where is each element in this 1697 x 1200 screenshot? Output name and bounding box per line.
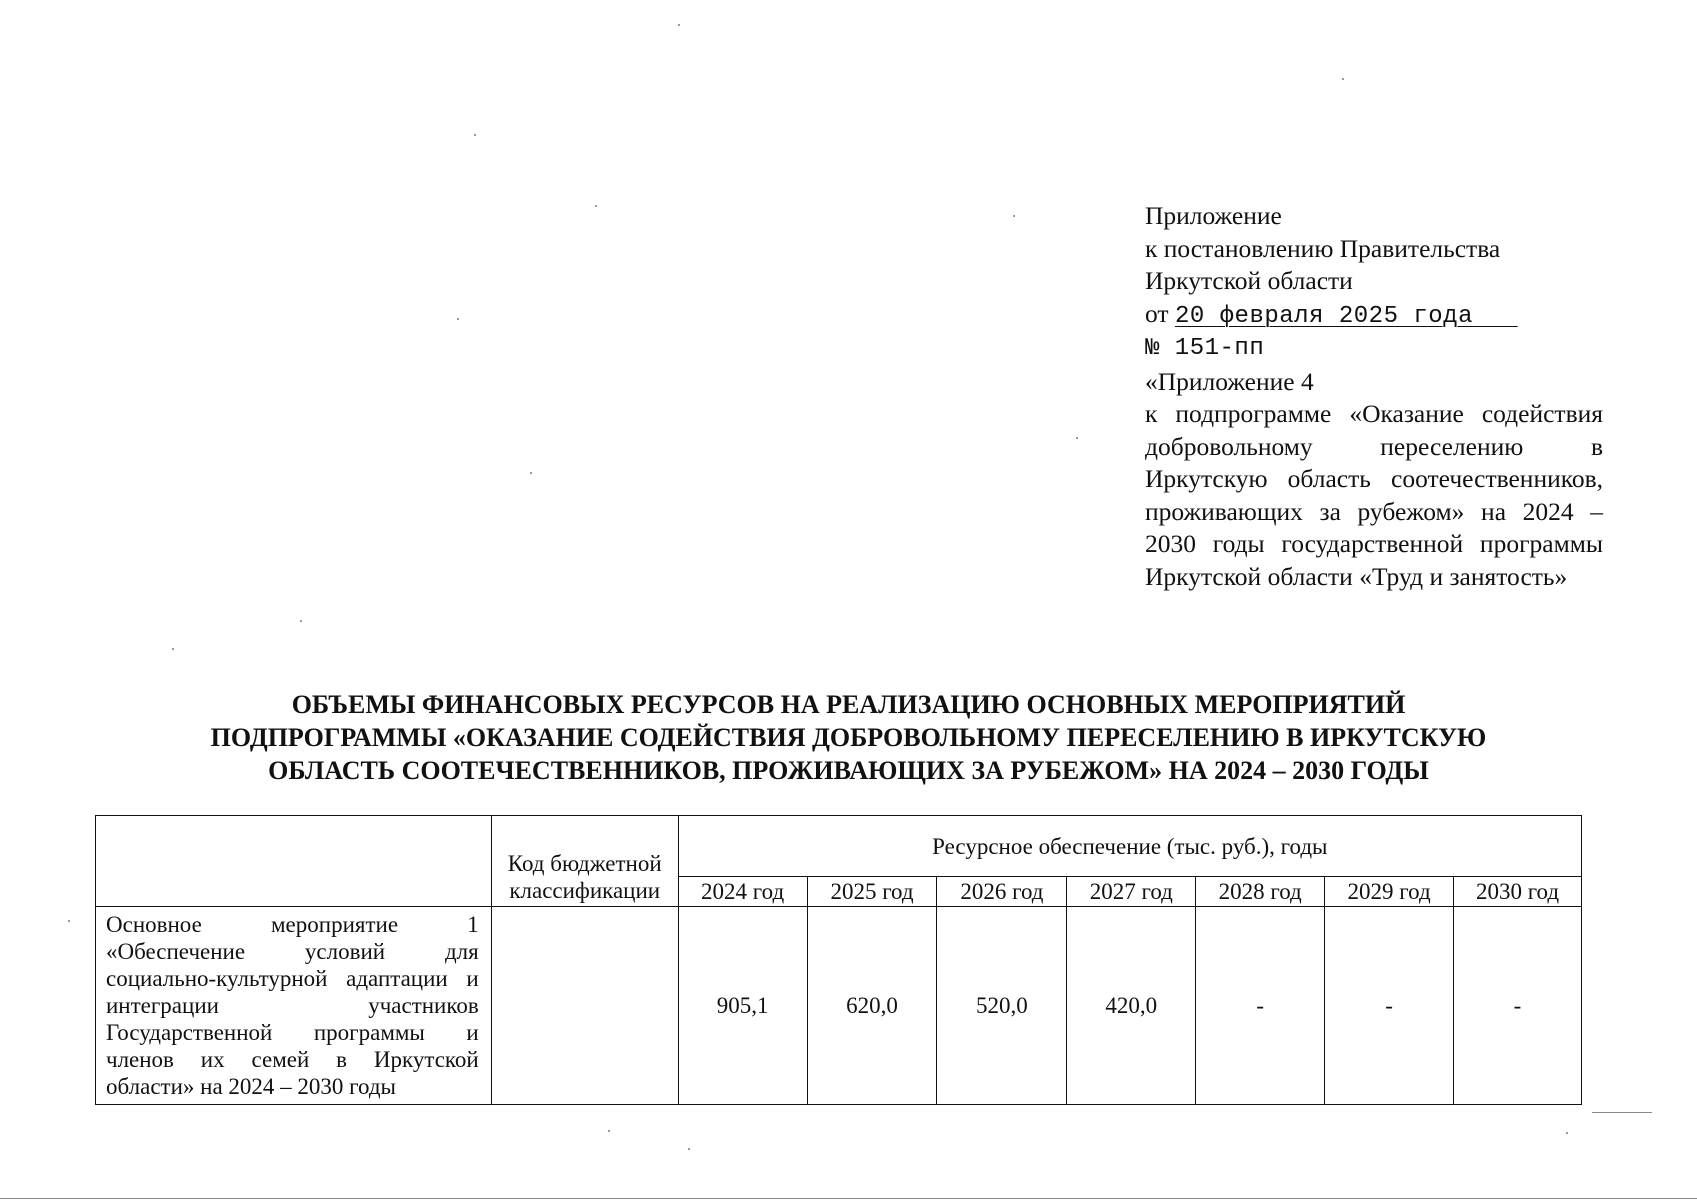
scan-edge-line <box>1592 1112 1652 1113</box>
scan-speck <box>1342 78 1344 80</box>
year-2030: 2030 год <box>1454 877 1582 907</box>
approval-region: Иркутской области <box>1145 266 1353 295</box>
value-2030: - <box>1454 907 1582 1105</box>
title-line-2: ПОДПРОГРАММЫ «ОКАЗАНИЕ СОДЕЙСТВИЯ ДОБРОВОЛЬНОМУ ПЕРЕСЕЛЕНИЮ В ИРКУТСКУЮ <box>210 723 1487 752</box>
value-2028: - <box>1196 907 1325 1105</box>
value-2025: 620,0 <box>807 907 937 1105</box>
header-resources: Ресурсное обеспечение (тыс. руб.), годы <box>678 816 1581 877</box>
approval-heading: Приложение <box>1145 201 1282 230</box>
scan-speck <box>300 620 302 622</box>
header-event <box>96 816 492 907</box>
scan-speck <box>474 134 476 136</box>
scan-speck <box>457 318 459 320</box>
title-line-3: ОБЛАСТЬ СООТЕЧЕСТВЕННИКОВ, ПРОЖИВАЮЩИХ ЗА РУБЕЖОМ» НА 2024 – 2030 ГОДЫ <box>268 756 1429 785</box>
appendix-label: «Приложение 4 <box>1145 366 1314 396</box>
year-2026: 2026 год <box>937 877 1067 907</box>
value-2024: 905,1 <box>678 907 807 1105</box>
year-2027: 2027 год <box>1067 877 1196 907</box>
year-2029: 2029 год <box>1325 877 1454 907</box>
value-2029: - <box>1325 907 1454 1105</box>
value-2027: 420,0 <box>1067 907 1196 1105</box>
scan-speck <box>1566 1132 1568 1134</box>
approval-date: 20 февраля 2025 года <box>1174 302 1473 330</box>
scan-speck <box>688 1148 690 1150</box>
scan-speck <box>608 1130 610 1132</box>
header-kbk: Код бюджетной классификации <box>491 816 678 907</box>
approval-number: № 151-пп <box>1145 335 1265 362</box>
scan-speck <box>1013 215 1015 217</box>
table-row <box>96 907 1582 1105</box>
scan-speck <box>530 472 532 474</box>
header-row <box>96 816 1582 877</box>
subprogram-reference: к подпрограмме «Оказание содействия добровольному переселению в Иркутскую область соотечественников, проживающих за рубежом» на 2024 – 2030 годы государственной программы Иркутской области «Труд и занятость» <box>1145 399 1603 591</box>
kbk-value <box>491 907 678 1105</box>
title-line-1: ОБЪЕМЫ ФИНАНСОВЫХ РЕСУРСОВ НА РЕАЛИЗАЦИЮ ОСНОВНЫХ МЕРОПРИЯТИЙ <box>291 690 1406 719</box>
approval-date-line <box>1145 298 1603 334</box>
scan-speck <box>172 648 174 650</box>
document-title <box>90 688 1607 787</box>
financial-resources-table <box>95 815 1582 1105</box>
approval-resolution: к постановлению Правительства <box>1145 233 1501 263</box>
scan-speck <box>595 205 597 207</box>
year-2024: 2024 год <box>678 877 807 907</box>
approval-block <box>1145 200 1603 593</box>
event-name: Основное мероприятие 1 «Обеспечение условий для социально-культурной адаптации и интеграции участников Государственной программы и членов их семей в Иркутской области» на 2024 – 2030 годы <box>96 907 492 1105</box>
value-2026: 520,0 <box>937 907 1067 1105</box>
scan-speck <box>678 24 680 26</box>
year-2025: 2025 год <box>807 877 937 907</box>
scan-speck <box>1076 437 1078 439</box>
year-2028: 2028 год <box>1196 877 1325 907</box>
approval-date-prefix: от <box>1145 298 1169 328</box>
scan-speck <box>68 920 70 922</box>
scan-edge-line <box>0 1198 1697 1199</box>
